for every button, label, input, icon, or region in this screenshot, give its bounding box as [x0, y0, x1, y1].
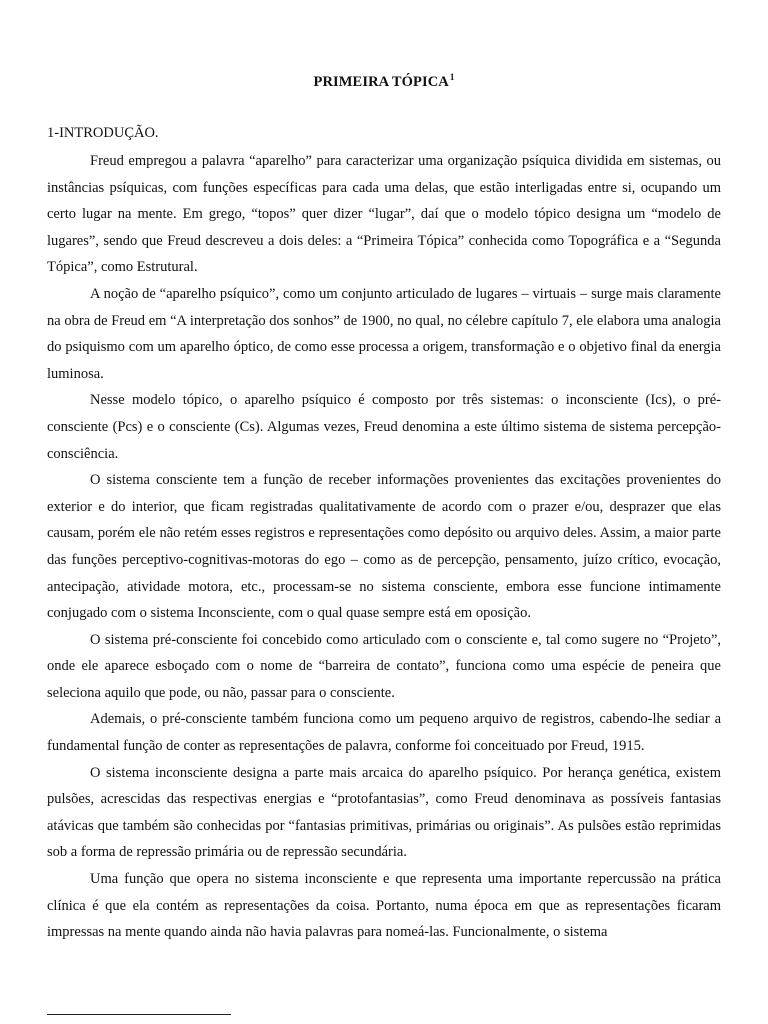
- document-title: [47, 72, 721, 91]
- footnote-separator: [47, 1014, 231, 1015]
- paragraph: O sistema consciente tem a função de receber informações provenientes das excitações provenientes do exterior e do interior, que ficam registradas qualitativamente de acordo com o prazer e/ou, desprazer que elas causam, porém ele não retém esses registros e representações como depósito ou arquivo deles. Assim, a maior parte das funções perceptivo-cognitivas-motoras do ego – como as de percepção, pensamento, juízo crítico, evocação, antecipação, atividade motora, etc., processam-se no sistema consciente, embora esse funcione intimamente conjugado com o sistema Inconsciente, com o qual quase sempre está em oposição.: [47, 472, 721, 622]
- paragraph: O sistema inconsciente designa a parte mais arcaica do aparelho psíquico. Por herança genética, existem pulsões, acrescidas das respectivas energias e “protofantasias”, como Freud denominava as possíveis fantasias atávicas que também são conhecidas por “fantasias primitivas, primárias ou originais”. As pulsões estão reprimidas sob a forma de repressão primária ou de repressão secundária.: [47, 764, 721, 861]
- paragraph: Ademais, o pré-consciente também funciona como um pequeno arquivo de registros, cabendo-lhe sediar a fundamental função de conter as representações de palavra, conforme foi conceituado por Freud, 1915.: [47, 711, 721, 755]
- body-text: [47, 148, 721, 946]
- section-heading: 1-INTRODUÇÃO.: [47, 125, 159, 141]
- paragraph: Uma função que opera no sistema inconsciente e que representa uma importante repercussão na prática clínica é que ela contém as representações da coisa. Portanto, numa época em que as representações ficaram impressas na mente quando ainda não havia palavras para nomeá-las. Funcionalmente, o sistema: [47, 871, 721, 941]
- title-footnote-marker: 1: [449, 72, 455, 82]
- paragraph: A noção de “aparelho psíquico”, como um conjunto articulado de lugares – virtuais – surge mais claramente na obra de Freud em “A interpretação dos sonhos” de 1900, no qual, no célebre capítulo 7, ele elabora uma analogia do psiquismo com um aparelho óptico, de como esse processa a origem, transformação e o objetivo final da energia luminosa.: [47, 285, 721, 382]
- document-page: [47, 0, 721, 1024]
- paragraph: O sistema pré-consciente foi concebido como articulado com o consciente e, tal como sugere no “Projeto”, onde ele aparece esboçado com o nome de “barreira de contato”, funciona como uma espécie de peneira que seleciona aquilo que pode, ou não, passar para o consciente.: [47, 631, 721, 701]
- title-text: PRIMEIRA TÓPICA: [313, 74, 449, 90]
- paragraph: Freud empregou a palavra “aparelho” para caracterizar uma organização psíquica dividida em sistemas, ou instâncias psíquicas, com funções específicas para cada uma delas, que estão interligadas entre si, ocupando um certo lugar na mente. Em grego, “topos” quer dizer “lugar”, daí que o modelo tópico designa um “modelo de lugares”, sendo que Freud descreveu a dois deles: a “Primeira Tópica” conhecida como Topográfica e a “Segunda Tópica”, como Estrutural.: [47, 153, 721, 276]
- paragraph: Nesse modelo tópico, o aparelho psíquico é composto por três sistemas: o inconsciente (Ics), o pré-consciente (Pcs) e o consciente (Cs). Algumas vezes, Freud denomina a este último sistema de sistema percepção-consciência.: [47, 392, 721, 462]
